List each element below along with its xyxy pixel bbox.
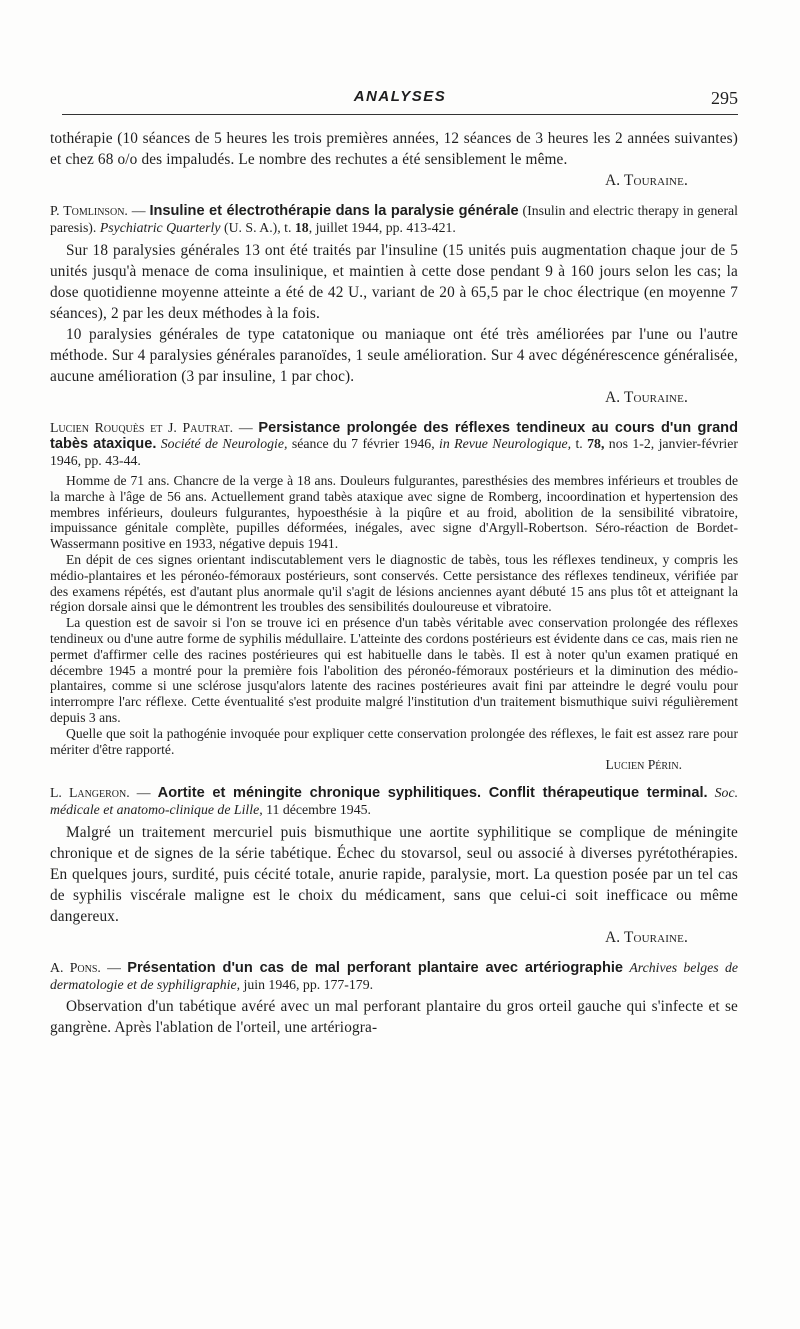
article-title: Aortite et méningite chronique syphilitiques. Conflit thérapeutique terminal.	[157, 785, 708, 802]
page-body	[50, 128, 738, 1038]
paragraph: En dépit de ces signes orientant indiscutablement vers le diagnostic de tabès, tous les réflexes tendineux, y compris les médio-plantaires et les péronéo-fémoraux postérieurs, sont conservés. Cette persistance des réflexes tendineux, vérifiée par des examens répétés, est d'autant plus anormale qu'il s'agit de lésions anciennes ayant débuté 15 ans plus tôt et atteignant la région dorsale ainsi que le démontrent les troubles des sensibilités douloureuse et vibratoire.	[50, 551, 738, 615]
article-author: L. Langeron.	[50, 785, 130, 801]
article-volume: 18	[294, 219, 309, 235]
article-title: Présentation d'un cas de mal perforant plantaire avec artériographie	[127, 959, 624, 976]
header-rule	[62, 114, 738, 115]
signature: A. Touraine.	[605, 928, 688, 946]
paragraph: Observation d'un tabétique avéré avec un mal perforant plantaire du gros orteil gauche qui s'infecte et se gangrène. Après l'ablation de l'orteil, une artériogra-	[50, 998, 738, 1037]
article-title: Persistance prolongée des réflexes tendineux au cours d'un grand tabès ataxique.	[50, 419, 739, 453]
signature: A. Touraine.	[605, 172, 688, 189]
paragraph: Quelle que soit la pathogénie invoquée pour expliquer cette conservation prolongée des réflexes, le fait est assez rare pour mériter d'être rapporté.	[50, 725, 738, 757]
paragraph: tothérapie (10 séances de 5 heures les trois premières années, 12 séances de 3 heures les 2 années suivantes) et chez 68 o/o des impaludés. Le nombre des rechutes a été sensiblement le même.	[50, 130, 738, 168]
article-author: A. Pons.	[50, 959, 101, 975]
article-source: (Insulin and electric therapy in general paresis).	[50, 203, 739, 235]
article-journal: Archives belges de dermatologie et de syphiligraphie,	[50, 959, 738, 992]
signature: A. Touraine.	[605, 388, 688, 406]
article-author: P. Tomlinson.	[50, 203, 128, 218]
article-title: Insuline et électrothérapie dans la paralysie générale	[149, 203, 519, 219]
article-journal: Psychiatric Quarterly	[99, 219, 221, 235]
paragraph: Malgré un traitement mercuriel puis bismuthique une aortite syphilitique se complique de méningite chronique et de signes de la série tabétique. Échec du stovarsol, seul ou associé à diverses pyrétothérapies. En quelques jours, surdité, puis cécité totale, anurie rapide, paralysie, mort. La question posée par un tel cas de syphilis viscérale maligne est le choix du médicament, sans que celui-ci soit inefficace ou même dangereux.	[50, 823, 738, 925]
paragraph: Sur 18 paralysies générales 13 ont été traités par l'insuline (15 unités puis augmentation chaque jour de 5 unités jusqu'à menace de coma insulinique, et maintien à cette dose pendant 9 à 160 jours selon les cas; la dose quotidienne moyenne atteinte a été de 42 U., variant de 20 à 65,5 par le choc électrique (en moyenne 7 séances), 2 par les deux méthodes à la fois.	[50, 241, 738, 322]
signature: Lucien Périn.	[605, 757, 682, 773]
article-author: Lucien Rouquès et J. Pautrat.	[50, 419, 234, 435]
article-journal: Soc. médicale et anatomo-clinique de Lille,	[50, 785, 739, 817]
article-heading: Lucien Rouquès et J. Pautrat. — Persistance prolongée des réflexes tendineux au cours d'un grand tabès ataxique. Société de Neurologie, séance du 7 février 1946, in Revue Neurologique, t. 78, nos 1-2, janvier-février 1946, pp. 43-44.	[50, 419, 739, 469]
article-volume: 78,	[587, 436, 605, 452]
article-heading: A. Pons. — Présentation d'un cas de mal perforant plantaire avec artériographie Archives belges de dermatologie et de syphiligraphie, juin 1946, pp. 177-179.	[50, 959, 738, 992]
page-number: 295	[711, 88, 738, 108]
article-heading: P. Tomlinson. — Insuline et électrothérapie dans la paralysie générale (Insulin and electric therapy in general paresis). Psychiatric Quarterly (U. S. A.), t. 18, juillet 1944, pp. 413-421.	[50, 203, 739, 235]
article-journal: Société de Neurologie,	[160, 436, 288, 452]
running-title: ANALYSES	[353, 88, 447, 105]
page-header	[62, 88, 738, 116]
paragraph: 10 paralysies générales de type catatonique ou maniaque ont été très améliorées par l'une ou l'autre méthode. Sur 4 paralysies générales paranoïdes, 1 seule amélioration. Sur 4 avec dégénérescence généralisée, aucune amélioration (3 par insuline, 1 par choc).	[50, 325, 738, 385]
paragraph: La question est de savoir si l'on se trouve ici en présence d'un tabès véritable avec conservation prolongée des réflexes tendineux ou d'une autre forme de syphilis médullaire. L'atteinte des cordons postérieurs est évidente dans ce cas, mais rien ne permet d'affirmer celle des racines postérieures qui est habituelle dans le tabès. Il est à noter qu'un examen pratiqué en décembre 1945 a montré pour la première fois l'abolition des péronéo-fémoraux postérieurs et la diminution des médio-plantaires, comme si une sclérose jusqu'alors latente des racines postérieures avait fini par atteindre le degré voulu pour interrompre l'arc réflexe. Cette éventualité s'est produite malgré l'institution d'un traitement bismuthique suivi régulièrement depuis 3 ans.	[50, 615, 738, 725]
paragraph: Homme de 71 ans. Chancre de la verge à 18 ans. Douleurs fulgurantes, paresthésies des membres inférieurs et troubles de la marche à l'âge de 56 ans. Actuellement grand tabès ataxique avec signe de Romberg, incoordination et hypertension des membres inférieurs, douleurs fulgurantes, hypoesthésie à la piqûre et au froid, abolition de la sensibilité vibratoire, impuissance génitale complète, pupilles déformées, inégales, avec signe d'Argyll-Robertson. Séro-réaction de Bordet-Wassermann positive en 1933, négative depuis 1941.	[50, 472, 738, 552]
article-heading: L. Langeron. — Aortite et méningite chronique syphilitiques. Conflit thérapeutique terminal. Soc. médicale et anatomo-clinique de Lille, 11 décembre 1945.	[50, 785, 739, 817]
